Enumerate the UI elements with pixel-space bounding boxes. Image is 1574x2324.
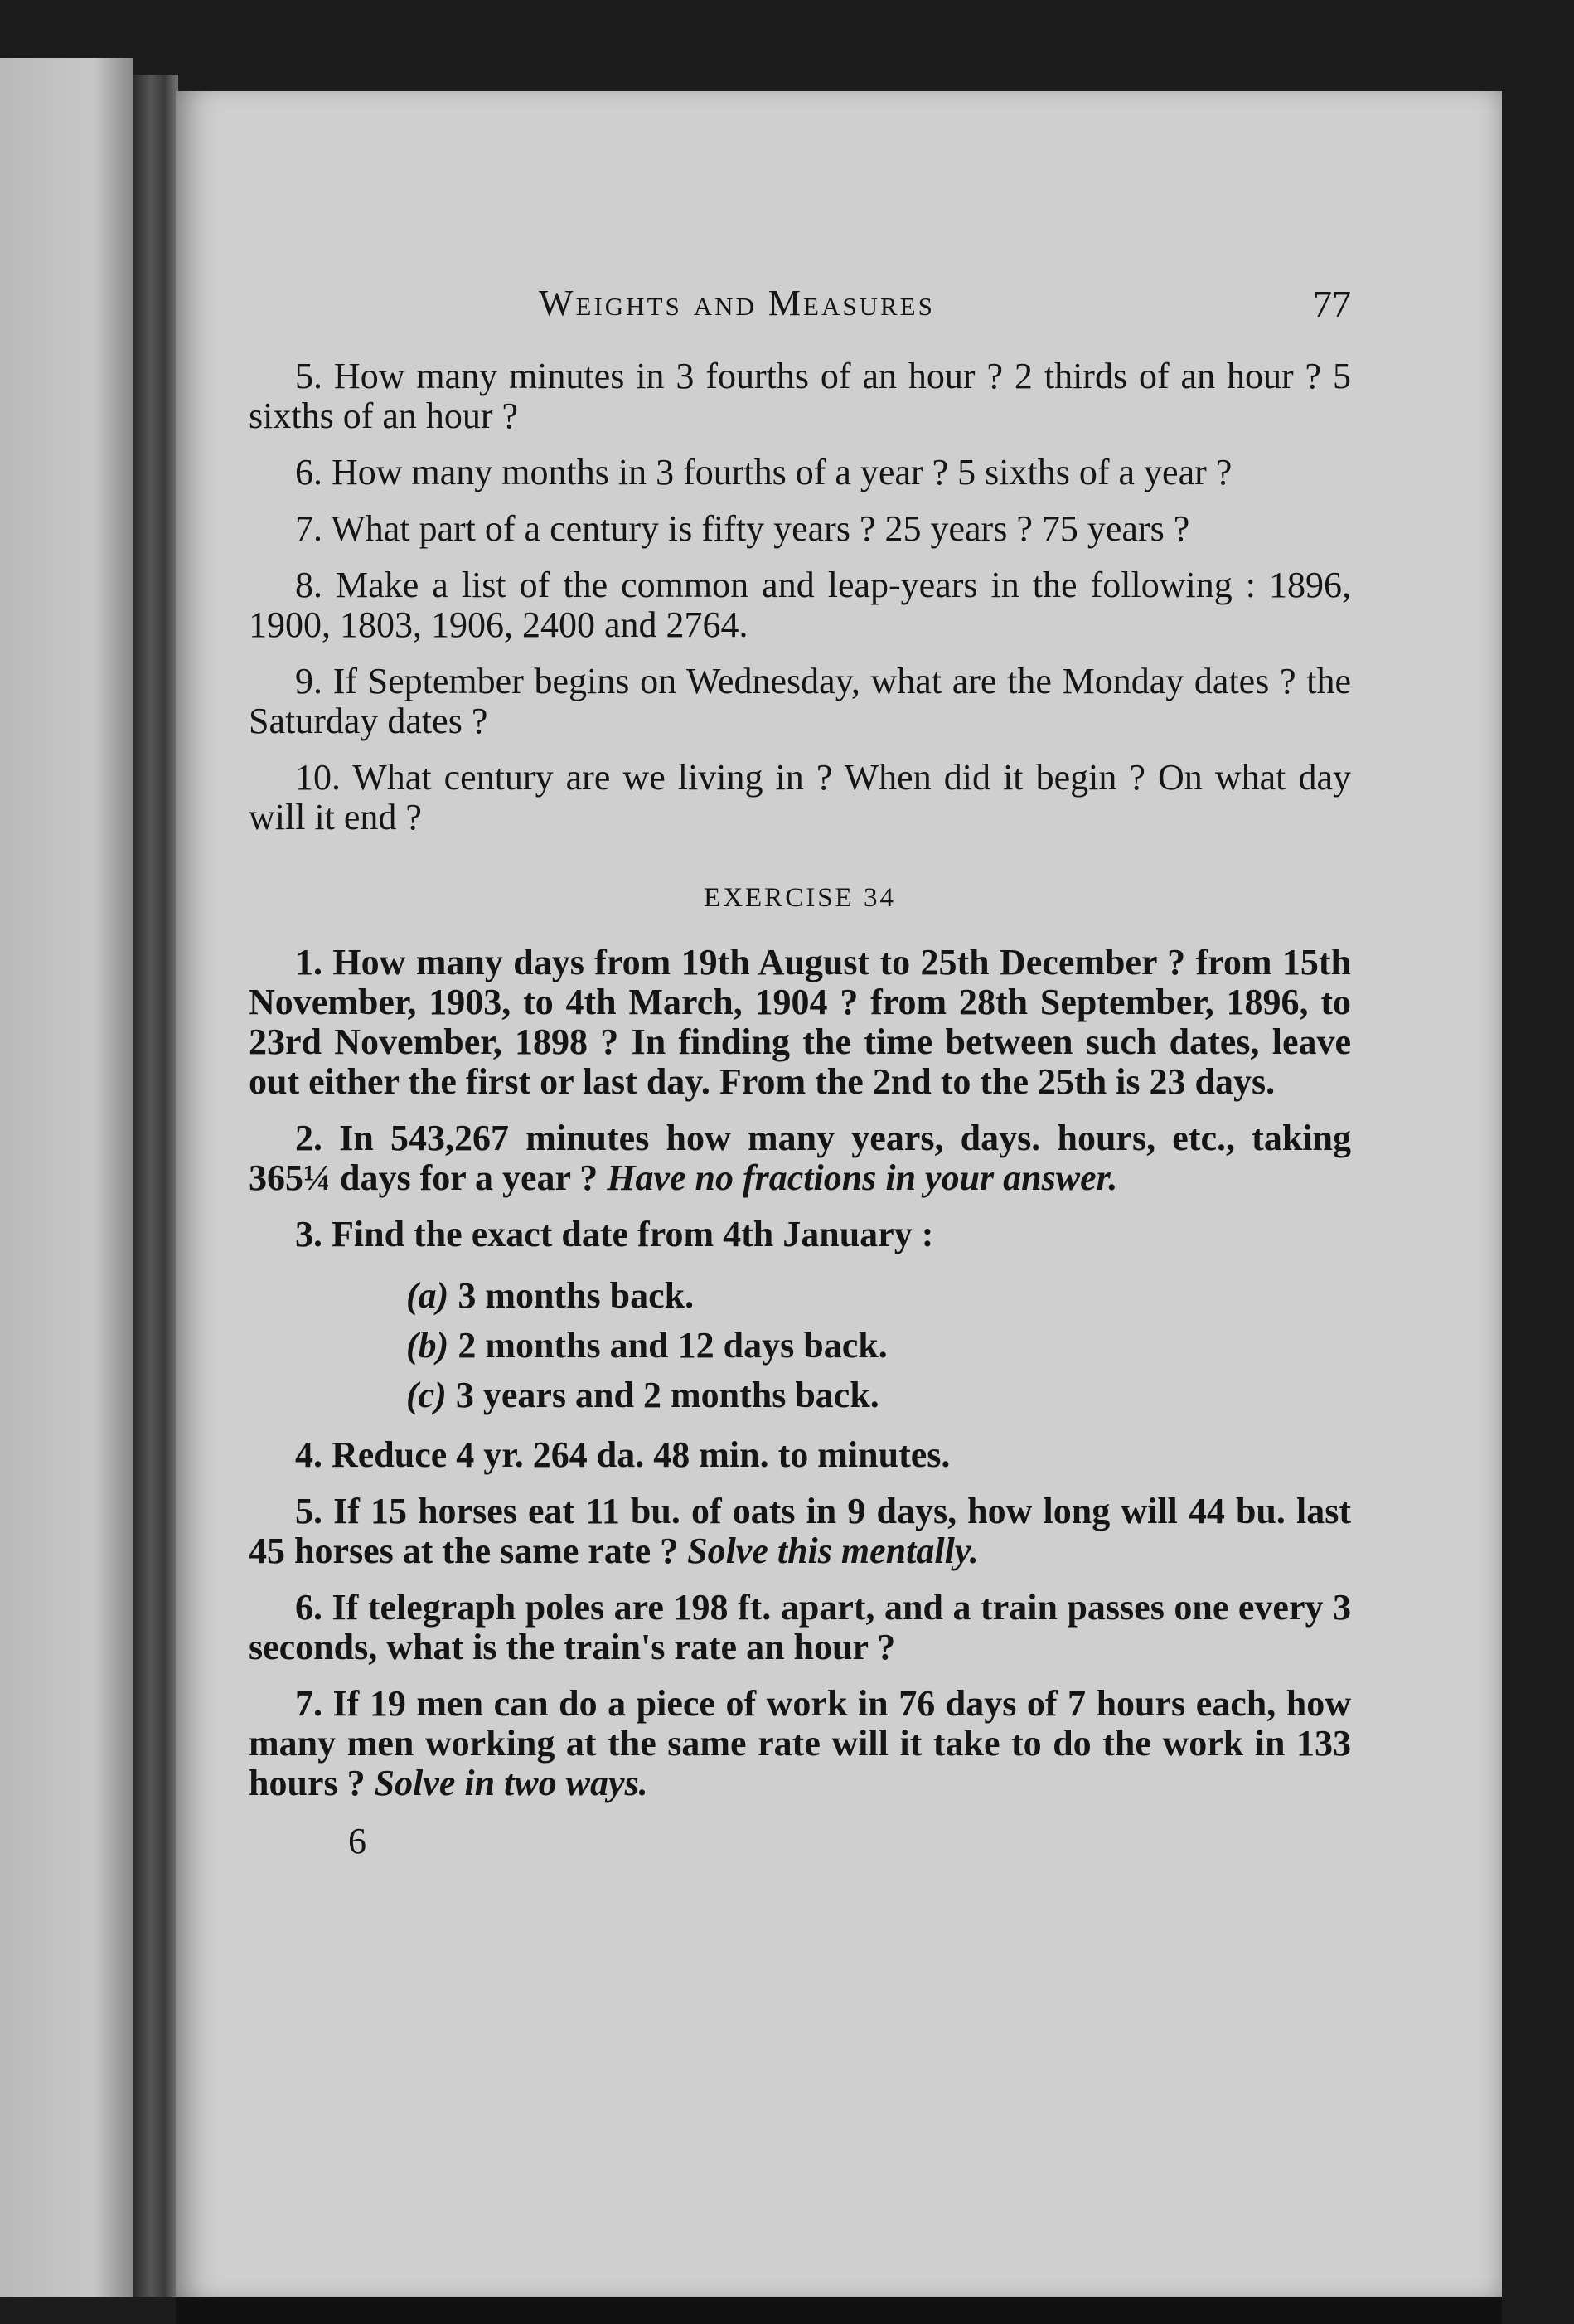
problem-number: 4. — [295, 1434, 322, 1475]
left-page-edge — [0, 58, 133, 2297]
sub-item-label: (b) — [406, 1325, 449, 1366]
problem-8 — [249, 565, 1351, 645]
problem-number: 1. — [295, 942, 322, 982]
exercise-problem-2 — [249, 1118, 1351, 1198]
problem-5 — [249, 357, 1351, 436]
exercise-problem-3 — [249, 1215, 1351, 1254]
book-spine — [133, 75, 178, 2297]
exercise-heading: EXERCISE 34 — [704, 883, 896, 913]
sub-item-label: (c) — [406, 1375, 447, 1415]
problem-text: In 543,267 minutes how many years, days. hours, etc., taking 365¼ days for a year ? — [249, 1118, 1352, 1198]
problem-text: If 15 horses eat 11 bu. of oats in 9 days, how long will 44 bu. last 45 horses at the same rate ? — [249, 1491, 1352, 1571]
problem-instruction: Have no fractions in your answer. — [607, 1157, 1118, 1198]
problem-text: What century are we living in ? When did it begin ? On what day will it end ? — [249, 757, 1351, 837]
problem-number: 6. — [295, 452, 322, 492]
problem-10 — [249, 758, 1351, 837]
problem-number: 5. — [295, 356, 322, 396]
exercise-problem-4 — [249, 1435, 1351, 1475]
problem-number: 3. — [295, 1214, 322, 1254]
sub-item-text: 3 years and 2 months back. — [455, 1375, 879, 1415]
problem-text: If September begins on Wednesday, what are the Monday dates ? the Saturday dates ? — [249, 661, 1351, 741]
signature-mark: 6 — [348, 1821, 366, 1861]
sub-item-text: 3 months back. — [458, 1275, 695, 1316]
exercise-problems — [249, 943, 1351, 1803]
running-head: Weights and Measures — [539, 283, 935, 323]
problem-instruction: Solve this mentally. — [687, 1531, 979, 1571]
sub-item-label: (a) — [406, 1275, 449, 1316]
sub-item-text: 2 months and 12 days back. — [458, 1325, 888, 1366]
problem-text: How many minutes in 3 fourths of an hour ? 2 thirds of an hour ? 5 sixths of an hour ? — [249, 356, 1351, 436]
book-page — [176, 91, 1502, 2297]
problem-number: 10. — [295, 757, 341, 798]
page-header — [249, 282, 1351, 357]
problem-text: Find the exact date from 4th January : — [332, 1214, 934, 1254]
problem-9 — [249, 662, 1351, 741]
sub-item-b — [406, 1321, 1351, 1371]
problem-text: Reduce 4 yr. 264 da. 48 min. to minutes. — [332, 1434, 951, 1475]
problem-text: Make a list of the common and leap-years in the following : 1896, 1900, 1803, 1906, 2400 and 2764. — [249, 565, 1352, 645]
problem-6 — [249, 453, 1351, 492]
problem-number: 9. — [295, 661, 322, 701]
page-content — [249, 282, 1351, 1862]
problem-7 — [249, 509, 1351, 549]
exercise-problem-5 — [249, 1492, 1351, 1571]
problem-text: If 19 men can do a piece of work in 76 days of 7 hours each, how many men working at the same rate will it take to do the work in 133 hours ? — [249, 1683, 1352, 1803]
problem-number: 8. — [295, 565, 322, 605]
problem-text: How many days from 19th August to 25th December ? from 15th November, 1903, to 4th March, 1904 ? from 28th September, 1896, to 23rd November, 1898 ? In finding the time between such dates, leave out either the first or last day. From the 2nd to the 25th is 23 days. — [249, 942, 1352, 1102]
exercise-problem-7 — [249, 1684, 1351, 1803]
page-number: 77 — [1313, 283, 1351, 325]
problem-text: What part of a century is fifty years ? 25 years ? 75 years ? — [331, 508, 1190, 549]
problem-text: If telegraph poles are 198 ft. apart, and a train passes one every 3 seconds, what is the train's rate an hour ? — [249, 1587, 1352, 1667]
page-bottom-shadow — [176, 2297, 1502, 2324]
problem-number: 7. — [295, 1683, 322, 1724]
sub-item-c — [406, 1371, 1351, 1420]
sub-items — [406, 1271, 1351, 1420]
problem-number: 6. — [295, 1587, 322, 1628]
exercise-problem-6 — [249, 1588, 1351, 1667]
problem-number: 7. — [295, 508, 322, 549]
problem-number: 5. — [295, 1491, 322, 1531]
problem-number: 2. — [295, 1118, 322, 1158]
exercise-problem-1 — [249, 943, 1351, 1102]
problem-instruction: Solve in two ways. — [374, 1763, 648, 1803]
sub-item-a — [406, 1271, 1351, 1321]
problem-text: How many months in 3 fourths of a year ? 5 sixths of a year ? — [332, 452, 1233, 492]
